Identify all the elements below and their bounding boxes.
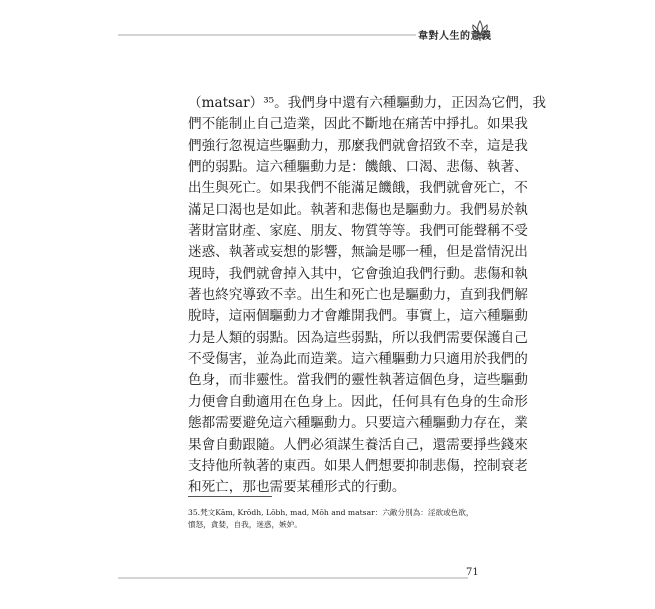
text-line: 著財富財產、家庭、朋友、物質等等。我們可能聲稱不受: [188, 223, 528, 240]
text-line: 們的弱點。這六種驅動力是：饑餓、口渴、悲傷、執著、: [188, 159, 528, 176]
page-number: 71: [466, 567, 479, 578]
lotus-icon: [470, 18, 490, 42]
text-line: 色身，而非靈性。當我們的靈性執著這個色身，這些驅動: [188, 372, 528, 389]
footnote: [188, 507, 484, 531]
body-paragraph: [188, 93, 546, 499]
running-header-title: 韋對人生的意義: [418, 31, 492, 42]
text-line: 著也終究導致不幸。出生和死亡也是驅動力，直到我們解: [188, 287, 528, 304]
footnote-line: 35.梵文Kām, Krōdh, Lōbh, mad, Mōh and matsar：六敵分別為：淫欲或色欲，: [188, 508, 474, 517]
text-line: 支持他所執著的東西。如果人們想要抑制悲傷，控制衰老: [188, 457, 528, 474]
footnote-line: 憤怒，貪婪，自我，迷惑，嫉妒。: [188, 520, 302, 529]
text-line: 們強行忽視這些驅動力，那麼我們就會招致不幸，這是我: [188, 137, 528, 154]
text-line: 果會自動跟隨。人們必須謀生養活自己，還需要掙些錢來: [188, 436, 528, 453]
text-line: （matsar）³⁵。我們身中還有六種驅動力，正因為它們，我: [188, 95, 546, 111]
text-line: 迷惑、執著或妄想的影響，無論是哪一種，但是當情況出: [188, 244, 528, 261]
text-line: 不受傷害，並為此而造業。這六種驅動力只適用於我們的: [188, 351, 528, 368]
text-line: 脫時，這兩個驅動力才會離開我們。事實上，這六種驅動: [188, 308, 528, 325]
footnote-rule: [188, 496, 272, 497]
footer-rule: [118, 577, 468, 579]
text-line: 態都需要避免這六種驅動力。只要這六種驅動力存在，業: [188, 415, 528, 432]
header-rule: [118, 34, 416, 36]
text-line: 和死亡，那也需要某種形式的行動。: [188, 479, 406, 496]
text-line: 力便會自動適用在色身上。因此，任何具有色身的生命形: [188, 393, 528, 410]
text-line: 滿足口渴也是如此。執著和悲傷也是驅動力。我們易於執: [188, 201, 528, 218]
text-line: 出生與死亡。如果我們不能滿足饑餓，我們就會死亡，不: [188, 180, 528, 197]
text-line: 力是人類的弱點。因為這些弱點，所以我們需要保護自己: [188, 329, 528, 346]
text-line: 現時，我們就會掉入其中，它會強迫我們行動。悲傷和執: [188, 265, 528, 282]
text-line: 們不能制止自己造業，因此不斷地在痛苦中掙扎。如果我: [188, 116, 528, 133]
